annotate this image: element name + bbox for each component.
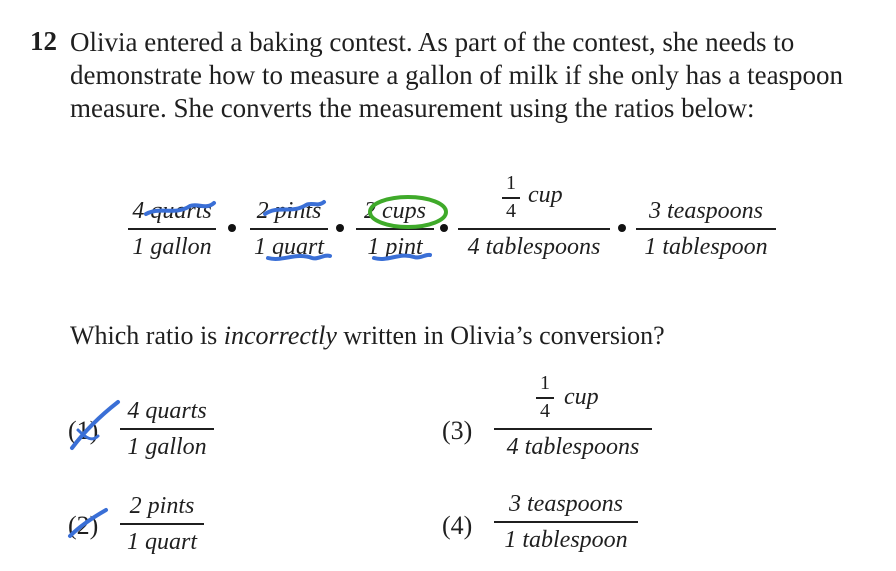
choice-label: (4) — [442, 511, 473, 540]
question-line-2: demonstrate how to measure a gallon of milk if she only has a teaspoon — [70, 60, 844, 90]
multiply-dot — [336, 224, 344, 232]
fraction-top: 1 — [506, 172, 516, 194]
fraction-bottom: 4 — [540, 400, 550, 422]
question-prompt — [70, 321, 665, 351]
choice-numerator: 4 quarts — [127, 398, 207, 424]
prompt-text: Which ratio is — [70, 321, 224, 350]
choice-denominator: 1 gallon — [127, 433, 207, 460]
choice-denominator: 4 tablespoons — [506, 433, 640, 460]
ratio-denominator: 1 pint — [367, 233, 423, 260]
ratio-numerator: 2 cups — [364, 198, 426, 224]
prompt-emphasis: incorrectly — [223, 321, 337, 350]
multiply-dot — [440, 224, 448, 232]
choice-denominator: 1 tablespoon — [504, 526, 628, 553]
prompt-text-end: written in Olivia’s conversion? — [336, 321, 665, 350]
unit-cup: cup — [528, 182, 563, 208]
choice-numerator: 2 pints — [129, 493, 195, 519]
choice-2[interactable] — [66, 493, 226, 563]
ratio-denominator: 4 tablespoons — [467, 233, 601, 260]
choice-label: (1) — [68, 416, 99, 445]
ratio-quarts-gallon — [128, 198, 216, 261]
choice-label: (2) — [68, 511, 99, 540]
ratio-numerator — [458, 172, 610, 224]
ratio-denominator: 1 tablespoon — [644, 233, 768, 260]
ratio-cups-pint — [356, 198, 434, 261]
multiply-dot — [618, 224, 626, 232]
ratio-denominator: 1 gallon — [132, 233, 212, 260]
question-line-3: measure. She converts the measurement using the ratios below: — [70, 93, 755, 123]
fraction-bottom: 4 — [506, 200, 516, 222]
choice-1[interactable] — [66, 398, 226, 468]
multiply-dot — [228, 224, 236, 232]
choice-3[interactable] — [442, 372, 662, 472]
ratio-numerator: 3 teaspoons — [649, 198, 763, 224]
choice-denominator: 1 quart — [126, 528, 197, 555]
ratio-denominator: 1 quart — [253, 233, 324, 260]
ratio-cup-tablespoons — [458, 172, 610, 261]
question-line-1: Olivia entered a baking contest. As part of the contest, she needs to — [70, 27, 795, 57]
choice-numerator — [494, 372, 652, 424]
unit-cup: cup — [564, 384, 599, 410]
choice-numerator: 3 teaspoons — [509, 491, 623, 517]
choice-label: (3) — [442, 416, 473, 445]
ratio-teaspoons-tablespoon — [636, 198, 776, 261]
ratio-pints-quart — [250, 198, 328, 261]
ratio-numerator: 2 pints — [256, 198, 322, 224]
fraction-top: 1 — [540, 372, 550, 394]
ratio-numerator: 4 quarts — [132, 198, 212, 224]
choice-4[interactable] — [442, 491, 662, 561]
question-number: 12 — [30, 26, 57, 56]
